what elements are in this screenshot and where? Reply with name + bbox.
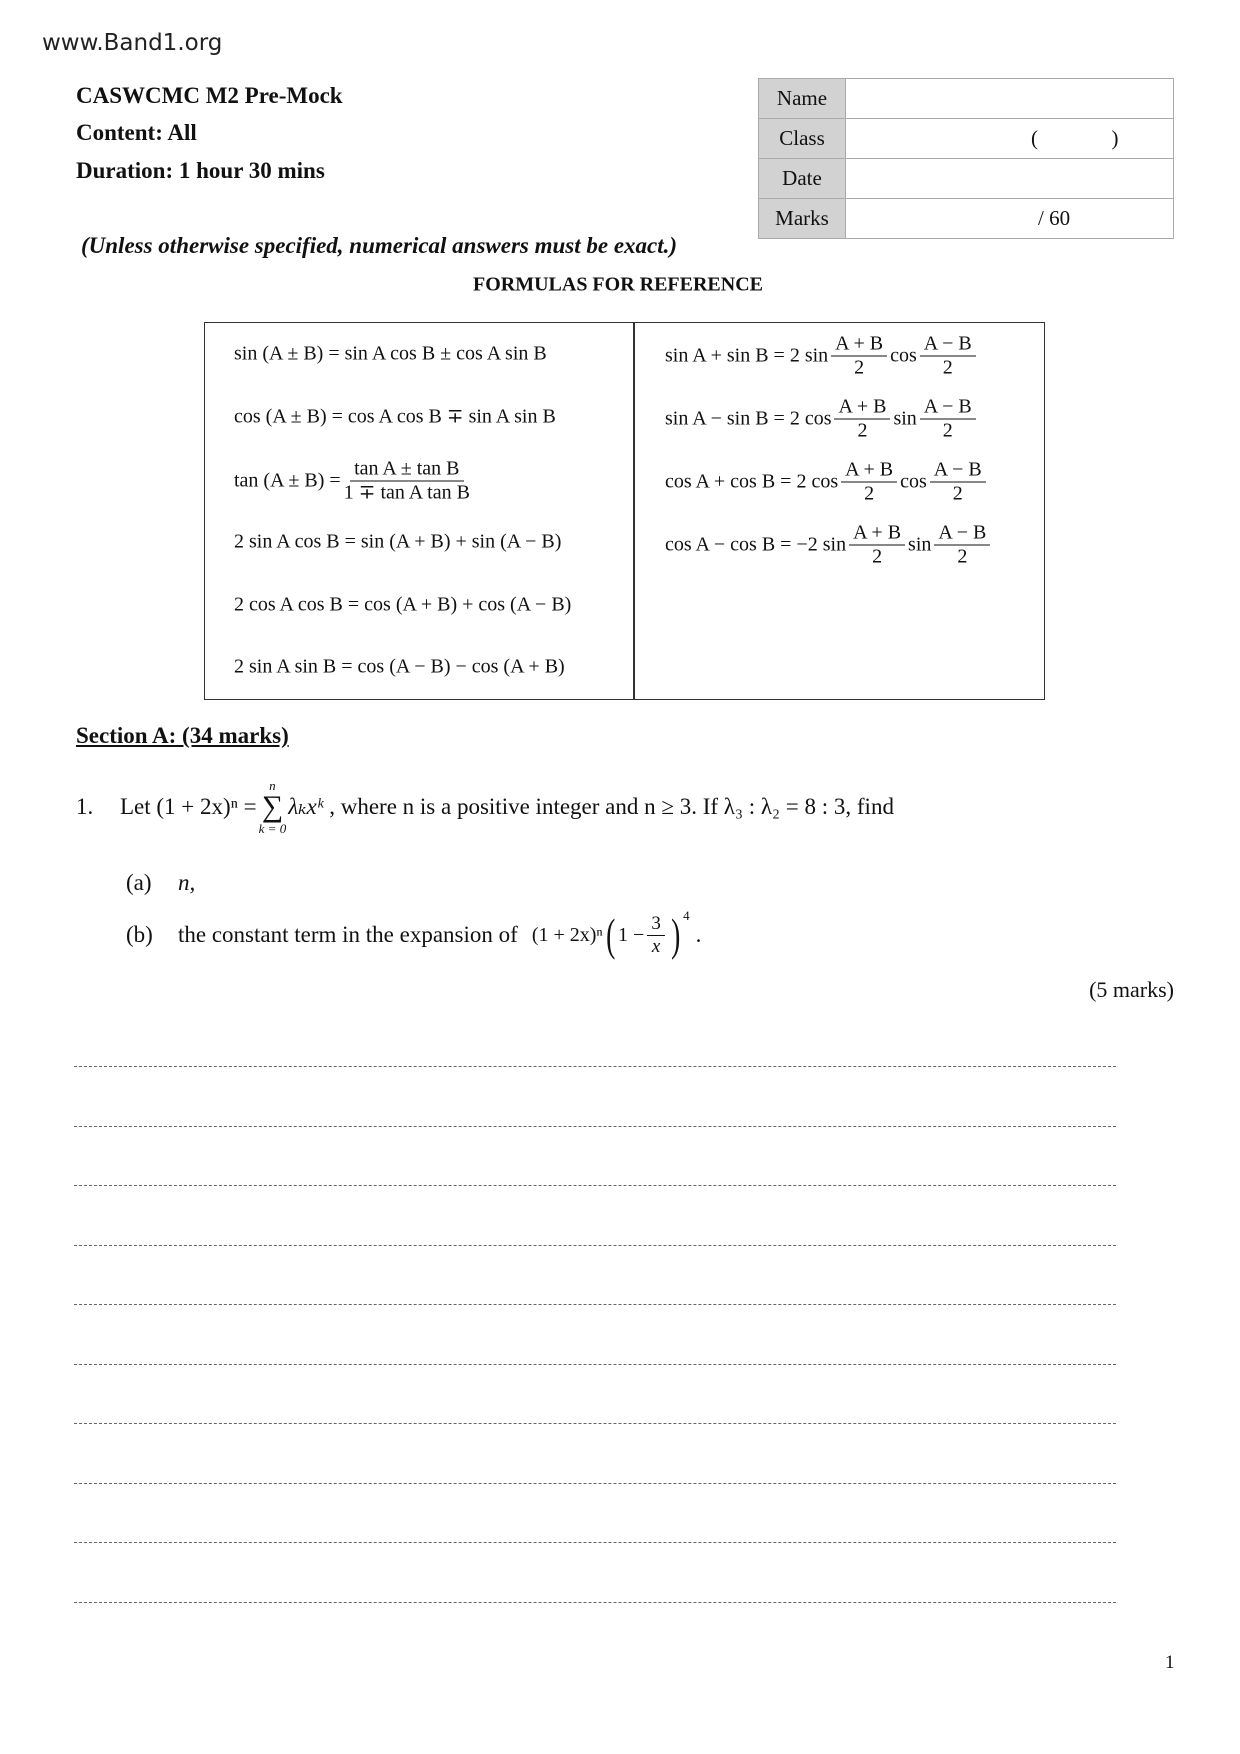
formula-sum-to-product — [665, 396, 979, 443]
denominator: 2 — [957, 545, 968, 568]
question-number: 1. — [76, 794, 94, 819]
right-paren: ) — [670, 909, 681, 960]
fraction — [831, 333, 887, 380]
instruction-note: (Unless otherwise specified, numerical answers must be exact.) — [81, 233, 678, 258]
fraction — [934, 522, 990, 569]
student-info-table — [758, 78, 1174, 239]
period: . — [695, 922, 702, 947]
formula-sin-sum: sin (A ± B) = sin A cos B ± cos A sin B — [234, 342, 547, 365]
denominator: 2 — [864, 482, 875, 505]
question-lead: Let (1 + 2x)ⁿ = — [120, 794, 257, 819]
fraction — [647, 913, 665, 958]
page-number: 1 — [1165, 1652, 1175, 1673]
denominator: 2 — [857, 419, 868, 442]
numerator: A − B — [934, 522, 990, 546]
left-paren: ( — [605, 909, 615, 960]
sum-lower: k = 0 — [258, 821, 287, 836]
answer-line[interactable] — [74, 1423, 1116, 1424]
formula-product-cos-cos: 2 cos A cos B = cos (A + B) + cos (A − B) — [234, 593, 572, 616]
formula-sum-to-product — [665, 522, 993, 569]
sigma-icon: ∑ — [261, 790, 284, 823]
formula-product-sin-sin: 2 sin A sin B = cos (A − B) − cos (A + B) — [234, 655, 565, 678]
formula-sum-to-product — [665, 459, 989, 506]
formula-mid: cos — [890, 344, 917, 367]
answer-line[interactable] — [74, 1364, 1116, 1365]
part-text: n, — [178, 870, 196, 895]
expression-inner: 1 − — [618, 923, 645, 946]
sum-term: λₖxᵏ — [288, 794, 324, 819]
answer-line[interactable] — [74, 1245, 1116, 1246]
denominator: 2 — [942, 419, 953, 442]
formula-lhs: sin A − sin B = 2 cos — [665, 407, 832, 430]
expression-base: (1 + 2x)ⁿ — [531, 923, 603, 946]
numerator: 3 — [647, 913, 665, 936]
formula-mid: cos — [900, 470, 927, 493]
formula-lhs: sin A + sin B = 2 sin — [665, 344, 829, 367]
info-label: Date — [759, 159, 846, 199]
denominator: 2 — [952, 482, 963, 505]
fraction — [930, 459, 986, 506]
numerator: A − B — [930, 459, 986, 483]
formula-lhs: cos A − cos B = −2 sin — [665, 533, 847, 556]
question-1-stem — [76, 779, 894, 835]
formula-sum-to-product — [665, 333, 979, 380]
fraction — [849, 522, 905, 569]
numerator: A − B — [920, 333, 976, 357]
exponent: 4 — [683, 908, 690, 923]
numerator: A + B — [831, 333, 887, 357]
formula-tan-sum — [234, 458, 473, 505]
exam-title: CASWCMC M2 Pre-Mock — [76, 83, 343, 108]
fraction — [834, 396, 890, 443]
question-rest: , where n is a positive integer and n ≥ 3. If λ₃ : λ₂ = 8 : 3, find — [329, 794, 894, 819]
answer-line[interactable] — [74, 1185, 1116, 1186]
denominator: 2 — [942, 356, 953, 379]
formula-product-sin-cos: 2 sin A cos B = sin (A + B) + sin (A − B) — [234, 530, 562, 553]
answer-line[interactable] — [74, 1126, 1116, 1127]
formula-mid: sin — [908, 533, 932, 556]
fraction — [841, 459, 897, 506]
info-label: Marks — [759, 199, 846, 239]
denominator: 2 — [854, 356, 865, 379]
info-row-date — [759, 159, 1174, 199]
formula-cos-sum: cos (A ± B) = cos A cos B ∓ sin A sin B — [234, 405, 556, 428]
marks-field[interactable]: / 60 — [846, 199, 1174, 239]
fraction — [920, 333, 976, 380]
info-row-marks — [759, 199, 1174, 239]
answer-line[interactable] — [74, 1304, 1116, 1305]
section-heading: Section A: (34 marks) — [76, 723, 289, 748]
info-label: Name — [759, 79, 846, 119]
date-field[interactable] — [846, 159, 1174, 199]
exam-content: Content: All — [76, 120, 197, 145]
info-row-class — [759, 119, 1174, 159]
name-field[interactable] — [846, 79, 1174, 119]
denominator: 1 ∓ tan A tan B — [343, 481, 470, 504]
numerator: A − B — [920, 396, 976, 420]
answer-line[interactable] — [74, 1066, 1116, 1067]
formulas-title: FORMULAS FOR REFERENCE — [472, 273, 764, 296]
exam-duration: Duration: 1 hour 30 mins — [76, 158, 325, 183]
part-label: (a) — [126, 870, 152, 895]
formula-lhs: tan (A ± B) = — [234, 469, 341, 492]
part-label: (b) — [126, 922, 153, 947]
sum-upper: n — [269, 778, 276, 793]
numerator: A + B — [841, 459, 897, 483]
formula-mid: sin — [893, 407, 917, 430]
info-label: Class — [759, 119, 846, 159]
formula-box-divider — [633, 322, 635, 700]
question-1a — [126, 870, 195, 896]
summation — [259, 779, 287, 835]
part-text: the constant term in the expansion of — [178, 922, 518, 947]
question-marks: (5 marks) — [1089, 977, 1174, 1002]
fraction — [920, 396, 976, 443]
denominator: 2 — [872, 545, 883, 568]
fraction — [344, 458, 470, 505]
info-row-name — [759, 79, 1174, 119]
answer-line[interactable] — [74, 1602, 1116, 1603]
numerator: A + B — [834, 396, 890, 420]
question-1b — [126, 908, 702, 960]
class-field[interactable]: ( ) — [846, 119, 1174, 159]
numerator: A + B — [849, 522, 905, 546]
denominator: x — [651, 935, 661, 957]
numerator: tan A ± tan B — [350, 458, 463, 482]
watermark: www.Band1.org — [42, 30, 223, 56]
answer-line[interactable] — [74, 1542, 1116, 1543]
answer-line[interactable] — [74, 1483, 1116, 1484]
formula-lhs: cos A + cos B = 2 cos — [665, 470, 839, 493]
